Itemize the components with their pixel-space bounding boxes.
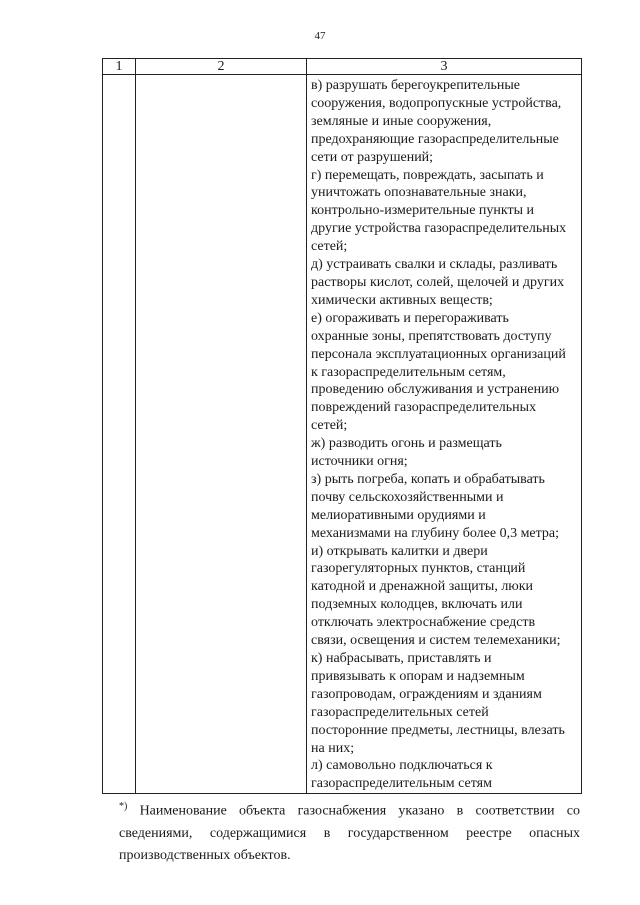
text-line: посторонние предметы, лестницы, влезать <box>311 722 565 738</box>
cell-col-3 <box>307 75 582 794</box>
text-line: газопроводам, ограждениям и зданиям <box>311 686 542 702</box>
text-line: газорегуляторных пунктов, станций <box>311 561 526 577</box>
text-line: уничтожать опознавательные знаки, <box>311 185 527 201</box>
footnote-line-3: производственных объектов. <box>119 847 291 863</box>
text-line: на них; <box>311 740 355 756</box>
table-header-row <box>103 59 582 75</box>
header-col-1: 1 <box>103 59 136 75</box>
text-line: к) набрасывать, приставлять и <box>311 651 492 666</box>
table-row <box>103 75 582 794</box>
text-line: е) огораживать и перегораживать <box>311 310 509 326</box>
text-line: л) самовольно подключаться к <box>311 758 493 774</box>
text-line: контрольно-измерительные пункты и <box>311 203 535 219</box>
text-line: сетей; <box>311 418 348 434</box>
text-line: г) перемещать, повреждать, засыпать и <box>311 167 544 183</box>
footnote-line-1 <box>119 796 580 823</box>
text-line: катодной и дренажной защиты, люки <box>311 579 534 595</box>
text-line: з) рыть погреба, копать и обрабатывать <box>311 471 545 487</box>
footnote-marker: *) <box>119 801 128 812</box>
text-line: механизмами на глубину более 0,3 метра; <box>311 525 560 541</box>
footnote-text-1: Наименование объекта газоснабжения указано в соответствии со <box>139 803 580 819</box>
footnote-line-2: сведениями, содержащимися в государственном реестре опасных <box>119 825 580 841</box>
text-line: к газораспределительным сетям, <box>311 364 506 380</box>
text-line: растворы кислот, солей, щелочей и других <box>311 274 565 290</box>
text-line: подземных колодцев, включать или <box>311 597 523 613</box>
text-line: газораспределительным сетям <box>311 776 492 792</box>
text-line: д) устраивать свалки и склады, разливать <box>311 257 558 273</box>
footnote <box>119 796 580 867</box>
text-line: предохраняющие газораспределительные <box>311 131 559 147</box>
text-line: персонала эксплуатационных организаций <box>311 346 566 362</box>
text-line: повреждений газораспределительных <box>311 400 537 416</box>
text-line: мелиоративными орудиями и <box>311 507 486 523</box>
text-line: и) открывать калитки и двери <box>311 543 488 559</box>
requirements-table <box>102 58 582 794</box>
text-line: охранные зоны, препятствовать доступу <box>311 328 552 344</box>
text-line: ж) разводить огонь и размещать <box>311 436 502 452</box>
cell-col-2 <box>136 75 307 794</box>
text-line: сетей; <box>311 239 348 255</box>
text-line: проведению обслуживания и устранению <box>311 382 560 398</box>
text-line: газораспределительных сетей <box>311 704 489 720</box>
text-line: другие устройства газораспределительных <box>311 221 567 237</box>
text-line: привязывать к опорам и надземным <box>311 668 525 684</box>
text-line: связи, освещения и систем телемеханики; <box>311 633 561 649</box>
text-line: отключать электроснабжение средств <box>311 615 536 631</box>
page-number: 47 <box>314 30 326 42</box>
text-line: источники огня; <box>311 454 408 470</box>
text-line: сети от разрушений; <box>311 149 434 165</box>
text-line: земляные и иные сооружения, <box>311 113 492 129</box>
prohibitions-text <box>307 75 581 793</box>
text-line: в) разрушать берегоукрепительные <box>311 78 521 93</box>
cell-col-1 <box>103 75 136 794</box>
text-line: химически активных веществ; <box>311 292 493 308</box>
header-col-3: 3 <box>307 59 582 75</box>
header-col-2: 2 <box>136 59 307 75</box>
text-line: сооружения, водопропускные устройства, <box>311 95 562 111</box>
text-line: почву сельскохозяйственными и <box>311 489 504 505</box>
